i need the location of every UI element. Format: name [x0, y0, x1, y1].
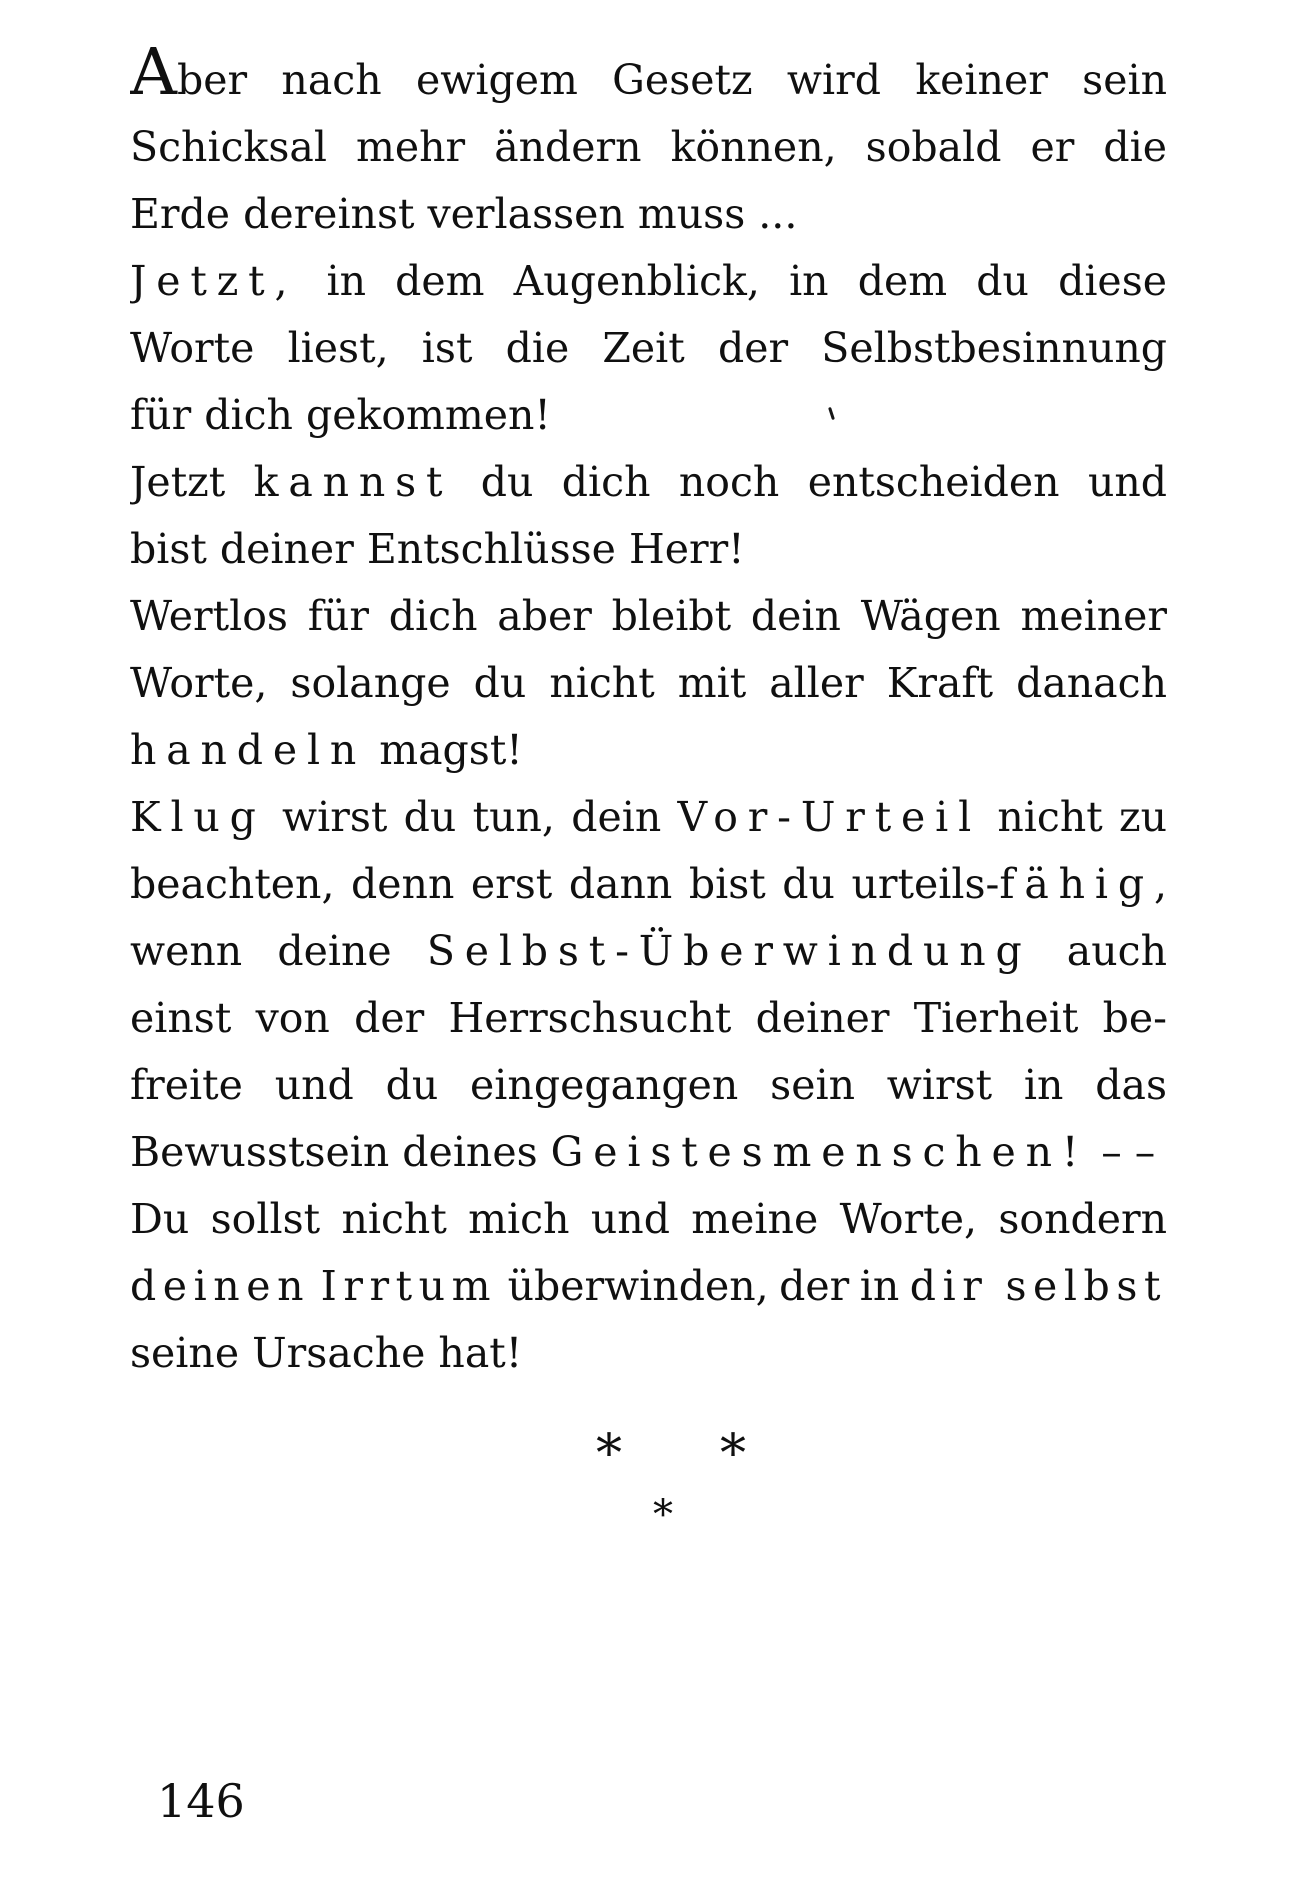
text-segment: Worte, solange du nicht mit aller Kraft danach	[130, 659, 1167, 707]
text-line	[130, 181, 1167, 248]
text-line	[130, 985, 1167, 1052]
text-segment: bist deiner Entschlüsse Herr!	[130, 525, 745, 573]
emphasized-text: Irrtum	[320, 1262, 498, 1310]
text-segment: freite und du eingegangen sein wirst in das	[130, 1061, 1167, 1109]
paragraph	[130, 449, 1167, 583]
text-segment: Bewusstsein deines	[130, 1128, 551, 1176]
text-segment: ,	[1153, 860, 1167, 908]
text-line	[130, 851, 1167, 918]
emphasized-text: Vor-Urteil	[677, 793, 982, 841]
emphasized-text: deinen	[130, 1262, 311, 1310]
text-segment: – –	[1088, 1128, 1156, 1176]
text-segment: überwinden, der in	[497, 1262, 910, 1310]
text-segment: wirst du tun, dein	[265, 793, 678, 841]
emphasized-text: Selbst-Überwindung	[426, 927, 1032, 975]
initial-capital: A	[130, 47, 177, 110]
text-segment: in dem Augenblick, in dem du diese	[297, 257, 1167, 305]
text-segment: seine Ursache hat!	[130, 1329, 523, 1377]
asterisk-separator-right: *	[720, 1424, 746, 1484]
emphasized-text: Klug	[130, 793, 266, 841]
emphasized-text: dir selbst	[909, 1262, 1167, 1310]
emphasized-text: Jetzt,	[130, 257, 298, 305]
text-line	[130, 114, 1167, 181]
text-line	[130, 1119, 1167, 1186]
text-line	[130, 784, 1167, 851]
text-segment: magst!	[366, 726, 523, 774]
text-line	[130, 918, 1167, 985]
text-line	[130, 1052, 1167, 1119]
text-segment	[310, 1262, 321, 1310]
asterisk-separator-left: *	[596, 1424, 622, 1484]
text-line	[130, 1186, 1167, 1253]
text-segment: nicht zu	[981, 793, 1167, 841]
body-text	[130, 47, 1167, 1387]
text-segment: einst von der Herrschsucht deiner Tierheit be-	[130, 994, 1167, 1042]
text-segment: du dich noch entscheiden und	[452, 458, 1167, 506]
text-line	[130, 315, 1167, 382]
text-segment: Worte liest, ist die Zeit der Selbstbesinnung	[130, 324, 1167, 372]
text-segment: Wertlos für dich aber bleibt dein Wägen meiner	[130, 592, 1167, 640]
text-segment: Schicksal mehr ändern können, sobald er die	[130, 123, 1167, 171]
text-line	[130, 650, 1167, 717]
text-segment: wenn deine	[130, 927, 427, 975]
text-line	[130, 516, 1167, 583]
text-segment: ber nach ewigem Gesetz wird keiner sein	[176, 56, 1167, 104]
text-segment: Erde dereinst verlassen muss ...	[130, 190, 798, 238]
paragraph	[130, 248, 1167, 449]
text-line	[130, 248, 1167, 315]
text-line	[130, 1320, 1167, 1387]
paragraph	[130, 47, 1167, 248]
text-line	[130, 47, 1167, 114]
text-segment: Jetzt	[130, 458, 254, 506]
page-number: 146	[157, 1774, 245, 1828]
text-line	[130, 583, 1167, 650]
emphasized-text: handeln	[130, 726, 367, 774]
asterisk-separator-bottom: *	[653, 1492, 673, 1538]
text-line	[130, 449, 1167, 516]
text-line	[130, 1253, 1167, 1320]
paragraph	[130, 583, 1167, 784]
text-line	[130, 382, 1167, 449]
emphasized-text: fähig	[999, 860, 1154, 908]
paragraph	[130, 784, 1167, 1186]
text-segment: auch	[1031, 927, 1167, 975]
emphasized-text: Geistesmenschen!	[550, 1128, 1089, 1176]
text-segment: für dich gekommen!	[130, 391, 551, 439]
paragraph	[130, 1186, 1167, 1387]
emphasized-text: kannst	[253, 458, 453, 506]
text-segment: beachten, denn erst dann bist du urteils-	[130, 860, 1000, 908]
text-segment: Du sollst nicht mich und meine Worte, sondern	[130, 1195, 1167, 1243]
text-line	[130, 717, 1167, 784]
